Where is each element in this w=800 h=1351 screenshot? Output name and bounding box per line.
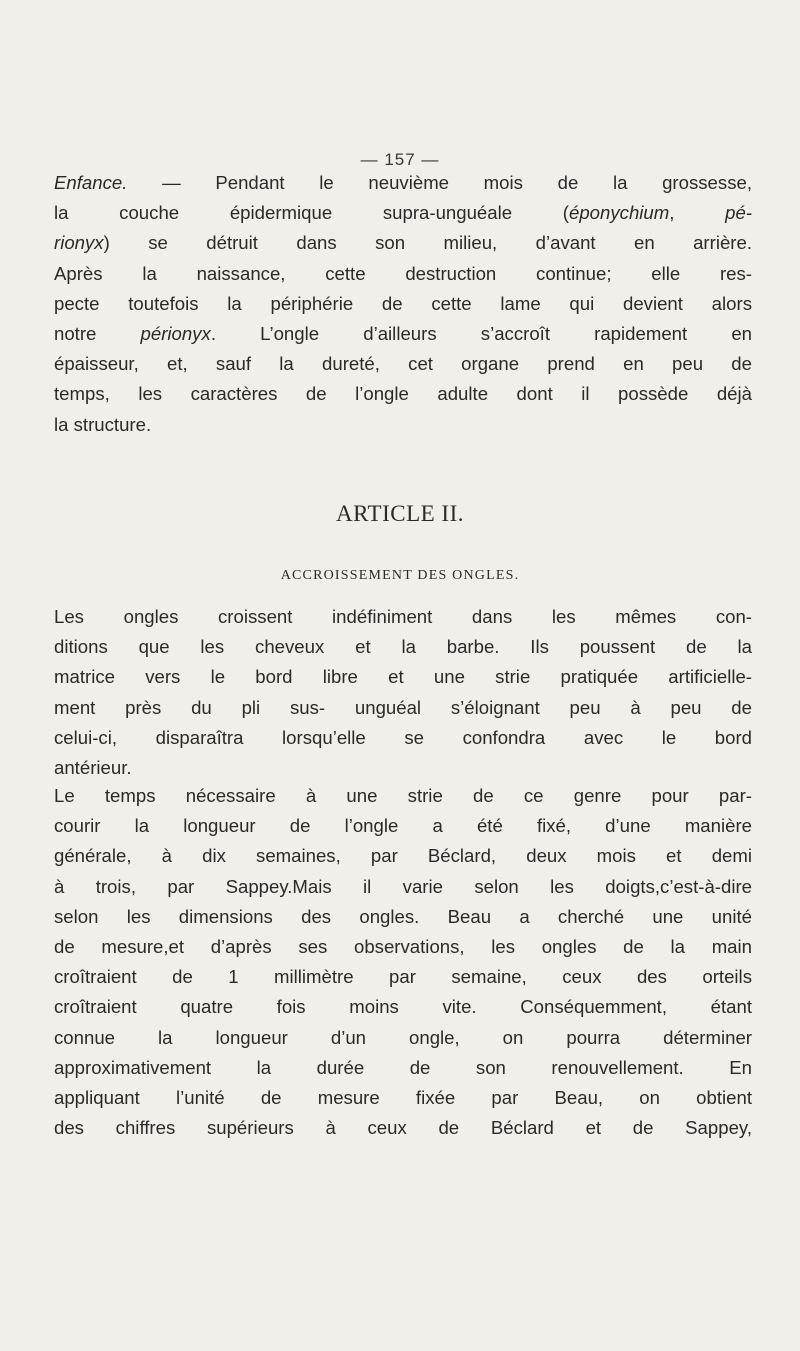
article-heading: ARTICLE II. bbox=[335, 501, 465, 526]
text-line: épaisseur, et, sauf la dureté, cet organe prend en peu de bbox=[54, 353, 752, 375]
text-line: Le temps nécessaire à une strie de ce genre pour par- bbox=[54, 785, 752, 806]
text-line: celui-ci, disparaîtra lorsqu’elle se confondra avec le bord bbox=[54, 726, 752, 748]
text-line: antérieur. bbox=[54, 757, 132, 779]
text-line: appliquant l’unité de mesure fixée par Beau, on obtient bbox=[54, 1087, 752, 1109]
text-line: croîtraient de 1 millimètre par semaine, ceux des orteils bbox=[54, 966, 752, 988]
text-line: temps, les caractères de l’ongle adulte dont il possède déjà bbox=[54, 383, 752, 405]
text-line: selon les dimensions des ongles. Beau a cherché une unité bbox=[54, 905, 752, 927]
text-line: notre périonyx. L’ongle d’ailleurs s’accroît rapidement en bbox=[54, 323, 753, 345]
italic-term: périonyx bbox=[140, 323, 211, 345]
text-line: Après la naissance, cette destruction continue; elle res- bbox=[54, 262, 752, 284]
text-line: générale, à dix semaines, par Béclard, deux mois et demi bbox=[54, 845, 752, 867]
text-line: des chiffres supérieurs à ceux de Béclard et de Sappey, bbox=[54, 1117, 752, 1139]
text-line: pecte toutefois la périphérie de cette lame qui devient alors bbox=[54, 292, 752, 314]
section-heading: ACCROISSEMENT DES ONGLES. bbox=[280, 568, 520, 583]
text-line: la couche épidermique supra-unguéale (éponychium, pé- bbox=[54, 202, 752, 224]
page-number: — 157 — bbox=[360, 150, 440, 169]
text-line: approximativement la durée de son renouvellement. En bbox=[54, 1056, 752, 1078]
text-line: matrice vers le bord libre et une strie pratiquée artificielle- bbox=[54, 666, 752, 688]
italic-heading: Enfance. bbox=[54, 172, 128, 193]
text-line: rionyx) se détruit dans son milieu, d’avant en arrière. bbox=[54, 232, 752, 254]
text-line: connue la longueur d’un ongle, on pourra déterminer bbox=[54, 1026, 752, 1048]
text-line: courir la longueur de l’ongle a été fixé, d’une manière bbox=[54, 815, 752, 837]
text-line: de mesure,et d’après ses observations, les ongles de la main bbox=[54, 936, 752, 958]
italic-term: éponychium bbox=[568, 202, 670, 224]
italic-term: rionyx bbox=[54, 232, 104, 254]
text-line: la structure. bbox=[54, 413, 152, 435]
paragraph-temps bbox=[54, 781, 752, 1143]
italic-term: pé- bbox=[725, 202, 752, 224]
paragraph-croissance bbox=[54, 602, 752, 783]
paragraph-enfance bbox=[54, 168, 752, 440]
text-line: à trois, par Sappey.Mais il varie selon les doigts,c’est-à-dire bbox=[54, 875, 752, 897]
text-line: croîtraient quatre fois moins vite. Conséquemment, étant bbox=[54, 996, 752, 1018]
text-line: Les ongles croissent indéfiniment dans les mêmes con- bbox=[54, 606, 752, 627]
text-line: ditions que les cheveux et la barbe. Ils poussent de la bbox=[54, 636, 752, 658]
text-line: Enfance. — Pendant le neuvième mois de la grossesse, bbox=[54, 172, 752, 193]
text-line: ment près du pli sus- unguéal s’éloignant peu à peu de bbox=[54, 696, 752, 718]
